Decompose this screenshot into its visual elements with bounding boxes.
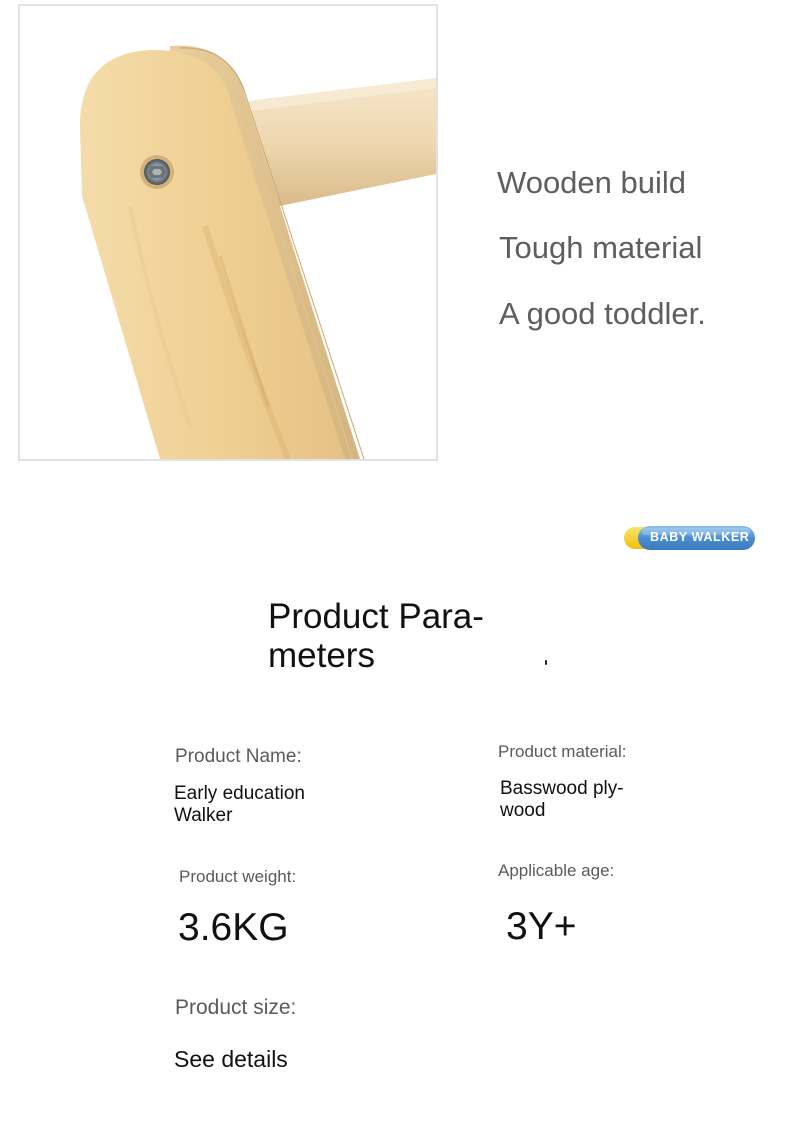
section-title-line2: meters bbox=[268, 636, 375, 675]
feature-wooden-build: Wooden build bbox=[497, 165, 687, 200]
product-material-value-line2: wood bbox=[500, 800, 546, 821]
feature-good-toddler: A good toddler. bbox=[499, 296, 706, 331]
applicable-age-value: 3Y+ bbox=[506, 905, 577, 948]
product-photo bbox=[18, 4, 438, 461]
product-weight-value: 3.6KG bbox=[178, 906, 289, 949]
badge-label: BABY WALKER bbox=[650, 530, 750, 544]
product-material-value bbox=[500, 778, 660, 822]
product-material-label: Product material: bbox=[498, 742, 627, 761]
title-mark bbox=[545, 660, 547, 665]
product-material-value-line1: Basswood ply- bbox=[500, 778, 624, 799]
product-weight-label: Product weight: bbox=[179, 867, 297, 886]
feature-tough-material: Tough material bbox=[499, 230, 703, 265]
product-size-value: See details bbox=[174, 1046, 288, 1072]
applicable-age-label: Applicable age: bbox=[498, 861, 615, 880]
wooden-frame-illustration bbox=[20, 6, 436, 459]
product-name-label: Product Name: bbox=[175, 746, 302, 767]
product-size-label: Product size: bbox=[175, 996, 297, 1019]
section-title-line1: Product Para- bbox=[268, 597, 484, 636]
product-name-value: Early education Walker bbox=[174, 783, 305, 826]
section-title bbox=[268, 597, 548, 675]
